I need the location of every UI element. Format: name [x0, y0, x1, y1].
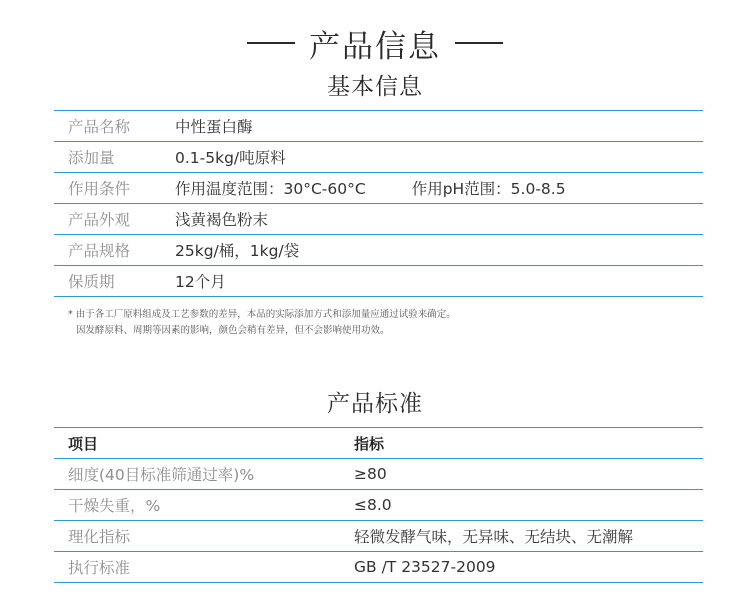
- row-index: ≥80: [340, 459, 703, 490]
- row-item: 干燥失重，%: [54, 490, 340, 521]
- column-header-item: 项目: [54, 428, 340, 459]
- row-item: 执行标准: [54, 552, 340, 583]
- ph-range: 作用pH范围：5.0-8.5: [411, 180, 566, 198]
- table-row: [54, 204, 703, 235]
- row-value: 12个月: [162, 266, 703, 297]
- row-value: 浅黄褐色粉末: [162, 204, 703, 235]
- row-label: 产品规格: [54, 235, 162, 266]
- row-label: 保质期: [54, 266, 162, 297]
- row-label: 添加量: [54, 142, 162, 173]
- row-label: 作用条件: [54, 173, 162, 204]
- footnote-line: * 由于各工厂原料组成及工艺参数的差异，本品的实际添加方式和添加量应通过试验来确定。: [68, 309, 456, 320]
- table-row: [54, 552, 703, 583]
- row-value: [162, 173, 703, 204]
- basic-info-heading: 基本信息: [327, 74, 423, 100]
- table-header-row: [54, 428, 703, 459]
- table-row: [54, 490, 703, 521]
- footnote: [68, 307, 708, 339]
- table-row: [54, 111, 703, 142]
- title-dash-right: [455, 42, 503, 44]
- row-item: 理化指标: [54, 521, 340, 552]
- row-label: 产品名称: [54, 111, 162, 142]
- table-row: [54, 459, 703, 490]
- page-title: [0, 20, 750, 66]
- temperature-range: 作用温度范围：30°C-60°C: [175, 180, 366, 198]
- table-row: [54, 142, 703, 173]
- row-index: GB /T 23527-2009: [340, 552, 703, 583]
- page-title-text: 产品信息: [309, 28, 441, 65]
- standard-table: [54, 427, 703, 583]
- table-row: [54, 521, 703, 552]
- title-dash-left: [247, 42, 295, 44]
- basic-info-table: [54, 110, 703, 297]
- table-row: [54, 235, 703, 266]
- row-index: ≤8.0: [340, 490, 703, 521]
- row-value: 0.1-5kg/吨原料: [162, 142, 703, 173]
- row-value: 25kg/桶，1kg/袋: [162, 235, 703, 266]
- standard-heading: 产品标准: [327, 391, 423, 417]
- row-value: 中性蛋白酶: [162, 111, 703, 142]
- column-header-index: 指标: [340, 428, 703, 459]
- row-label: 产品外观: [54, 204, 162, 235]
- table-row: [54, 266, 703, 297]
- table-row: [54, 173, 703, 204]
- row-index: 轻微发酵气味，无异味、无结块、无潮解: [340, 521, 703, 552]
- row-item: 细度(40目标准筛通过率)%: [54, 459, 340, 490]
- footnote-line: 因发酵原料、周期等因素的影响，颜色会稍有差异，但不会影响使用功效。: [76, 325, 390, 336]
